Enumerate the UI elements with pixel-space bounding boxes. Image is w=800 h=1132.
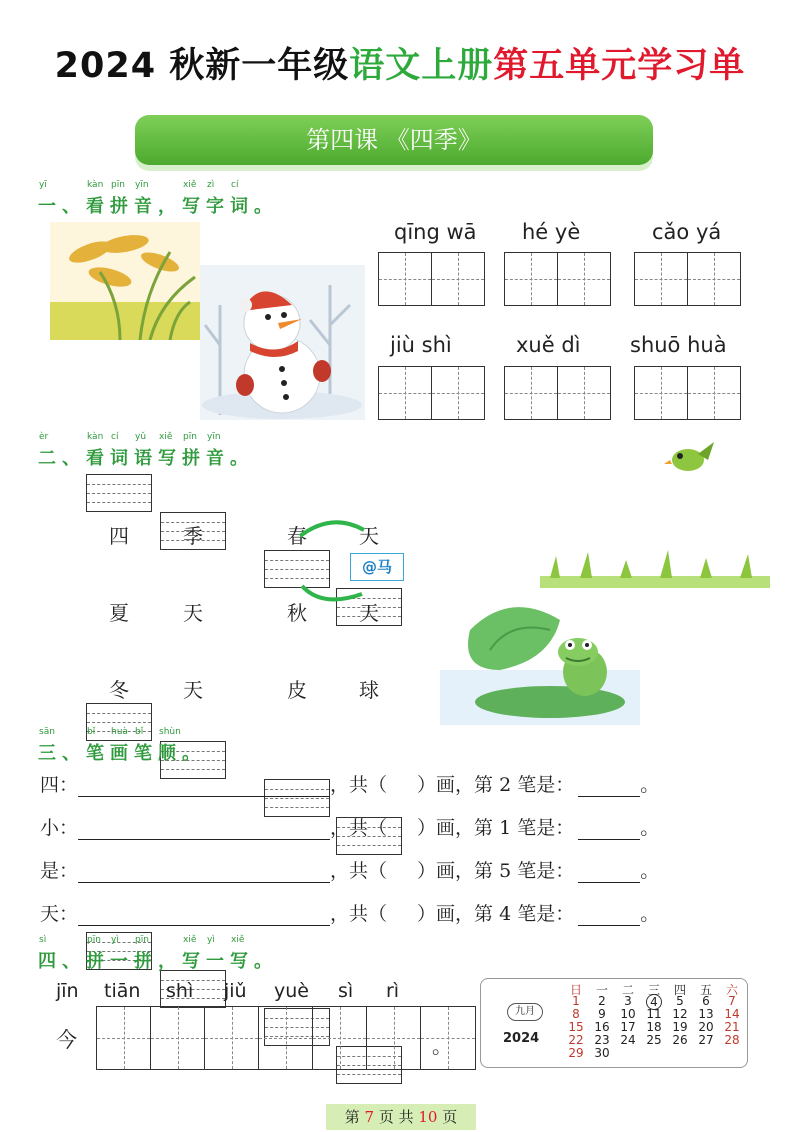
- count-prefix: ，共（: [330, 774, 388, 796]
- calendar-day: 2: [598, 994, 606, 1008]
- heading-pinyin: huà: [111, 727, 128, 737]
- heading-char: 。: [254, 196, 274, 217]
- hanzi-label: 秋: [287, 601, 307, 625]
- syllable: yuè: [274, 980, 309, 1002]
- row-end: 。: [640, 817, 660, 839]
- heading-pinyin: bǐ: [87, 727, 96, 737]
- heading-pinyin: pīn: [111, 180, 125, 190]
- syllable: jiǔ: [224, 980, 247, 1002]
- stroke-row: [40, 770, 659, 797]
- heading-char: 。: [230, 448, 250, 469]
- calendar-day: 1: [572, 994, 580, 1008]
- heading-char: 语: [134, 448, 154, 469]
- row-char: 天：: [40, 903, 79, 925]
- calendar-day: 3: [624, 994, 632, 1008]
- writing-grid[interactable]: [504, 366, 611, 420]
- row-char: 四：: [40, 774, 79, 796]
- heading-char: 词: [110, 448, 130, 469]
- stroke-order-blank[interactable]: [78, 905, 330, 926]
- heading-char: 字: [206, 196, 226, 217]
- footer-prefix: 第: [344, 1108, 360, 1126]
- heading-pinyin: shùn: [159, 727, 181, 737]
- heading-char: 。: [254, 951, 274, 972]
- calendar-day: 6: [702, 994, 710, 1008]
- heading-char: 笔: [86, 743, 106, 764]
- heading-char: 词: [230, 196, 250, 217]
- syllable: tiān: [104, 980, 141, 1002]
- row-char: 小：: [40, 817, 79, 839]
- heading-pinyin: sì: [39, 935, 47, 945]
- heading-pinyin: yì: [111, 935, 119, 945]
- calendar-day: 21: [724, 1020, 740, 1034]
- heading-char: 、: [62, 951, 82, 972]
- heading-char: 画: [110, 743, 130, 764]
- hanzi-label: 天: [359, 524, 379, 548]
- stroke-question: ）画，第 4 笔是：: [417, 903, 575, 925]
- calendar-weekday: 一: [595, 983, 608, 997]
- heading-pinyin: pīn: [135, 935, 149, 945]
- calendar-year: 2024: [503, 1031, 540, 1046]
- hanzi-label: 季: [183, 524, 203, 548]
- heading-char: 写: [158, 448, 178, 469]
- heading-pinyin: cí: [111, 432, 119, 442]
- heading-char: 拼: [110, 196, 130, 217]
- heading-pinyin: yīn: [135, 180, 149, 190]
- bird-illustration: [664, 440, 716, 476]
- heading-char: 、: [62, 743, 82, 764]
- calendar-day: 12: [672, 1007, 688, 1021]
- footer-mid: 页 共: [378, 1108, 414, 1126]
- heading-pinyin: xiě: [183, 935, 197, 945]
- calendar-day: 15: [568, 1020, 584, 1034]
- heading-char: 拼: [134, 951, 154, 972]
- calendar-weekday: 日: [569, 983, 582, 997]
- heading-char: ，: [158, 951, 178, 972]
- watermark-swoosh: [292, 516, 372, 606]
- heading-pinyin: èr: [39, 432, 49, 442]
- heading-char: 音: [206, 448, 226, 469]
- heading-pinyin: bǐ: [135, 727, 144, 737]
- calendar-weekday: 三: [647, 983, 660, 997]
- row-end: 。: [640, 774, 660, 796]
- heading-char: 拼: [182, 448, 202, 469]
- heading-char: 写: [182, 951, 202, 972]
- stroke-order-blank[interactable]: [78, 819, 330, 840]
- hanzi-label: 冬: [109, 678, 129, 702]
- calendar-day: 22: [568, 1033, 584, 1047]
- wheat-illustration: [50, 222, 200, 340]
- heading-char: 、: [62, 196, 82, 217]
- hanzi-label: 天: [359, 601, 379, 625]
- heading-pinyin: xiě: [183, 180, 197, 190]
- writing-grid[interactable]: [634, 366, 741, 420]
- grass-illustration: [540, 548, 770, 588]
- heading-char: 四: [38, 951, 58, 972]
- row-end: 。: [640, 860, 660, 882]
- heading-char: 音: [134, 196, 154, 217]
- calendar-day: 9: [598, 1007, 606, 1021]
- calendar-day: 8: [572, 1007, 580, 1021]
- heading-char: 、: [62, 448, 82, 469]
- heading-pinyin: yì: [207, 935, 215, 945]
- syllable: shì: [166, 980, 194, 1002]
- stroke-row: [40, 899, 659, 926]
- heading-pinyin: pīn: [183, 432, 197, 442]
- heading-pinyin: sān: [39, 727, 55, 737]
- calendar-day: 11: [646, 1007, 662, 1021]
- heading-char: 一: [206, 951, 226, 972]
- calendar-day: 19: [672, 1020, 688, 1034]
- heading-char: 二: [38, 448, 58, 469]
- calendar: [480, 978, 748, 1068]
- heading-pinyin: yīn: [207, 432, 221, 442]
- pinyin-label: hé yè: [522, 220, 581, 244]
- calendar-month-tag: 九月: [507, 1003, 543, 1021]
- calendar-day: 26: [672, 1033, 688, 1047]
- stroke-order-blank[interactable]: [78, 776, 330, 797]
- calendar-day: 18: [646, 1020, 662, 1034]
- count-prefix: ，共（: [330, 903, 388, 925]
- calendar-day: 28: [724, 1033, 740, 1047]
- calendar-day: 14: [724, 1007, 740, 1021]
- hanzi-label: 皮: [287, 678, 307, 702]
- pinyin-label: shuō huà: [630, 333, 727, 357]
- footer-suffix: 页: [442, 1108, 458, 1126]
- stroke-row: [40, 813, 659, 840]
- pinyin-label: cǎo yá: [652, 220, 722, 244]
- heading-pinyin: yī: [39, 180, 47, 190]
- current-page: 7: [364, 1108, 375, 1126]
- stroke-row: [40, 856, 659, 883]
- syllable: jīn: [56, 980, 79, 1002]
- count-prefix: ，共（: [330, 860, 388, 882]
- pinyin-label: jiù shì: [390, 333, 452, 357]
- stroke-answer-blank[interactable]: [578, 905, 640, 926]
- hanzi-label: 四: [109, 524, 129, 548]
- heading-char: 看: [86, 196, 106, 217]
- writing-grid[interactable]: [504, 252, 611, 306]
- heading-char: 拼: [86, 951, 106, 972]
- calendar-weekday: 四: [673, 983, 686, 997]
- calendar-day: 20: [698, 1020, 714, 1034]
- title-part-subject: 语文上册: [349, 46, 494, 86]
- heading-char: 看: [86, 448, 106, 469]
- calendar-day: 17: [620, 1020, 636, 1034]
- heading-char: 。: [182, 743, 202, 764]
- calendar-day: 27: [698, 1033, 714, 1047]
- writing-grid[interactable]: [634, 252, 741, 306]
- heading-pinyin: kàn: [87, 432, 104, 442]
- heading-char: 写: [230, 951, 250, 972]
- end-period: 。: [432, 1034, 452, 1058]
- title-part-unit: 第五单元学习单: [493, 46, 746, 86]
- heading-pinyin: xiě: [159, 432, 173, 442]
- writing-grid[interactable]: [378, 366, 485, 420]
- given-char: 今: [56, 1028, 77, 1052]
- hanzi-label: 天: [183, 601, 203, 625]
- total-pages: 10: [418, 1108, 438, 1126]
- count-prefix: ，共（: [330, 817, 388, 839]
- hanzi-label: 天: [183, 678, 203, 702]
- calendar-day: 13: [698, 1007, 714, 1021]
- heading-char: 三: [38, 743, 58, 764]
- snowman-illustration: [200, 265, 365, 420]
- calendar-day: 5: [676, 994, 684, 1008]
- heading-pinyin: yǔ: [135, 432, 147, 442]
- heading-pinyin: cí: [231, 180, 239, 190]
- frog-lotus-illustration: [440, 590, 640, 725]
- stroke-question: ）画，第 2 笔是：: [417, 774, 575, 796]
- heading-char: 一: [38, 196, 58, 217]
- calendar-day: 30: [594, 1046, 610, 1060]
- heading-char: ，: [158, 196, 178, 217]
- pinyin-label: xuě dì: [516, 333, 581, 357]
- heading-pinyin: zì: [207, 180, 215, 190]
- stroke-question: ）画，第 5 笔是：: [417, 860, 575, 882]
- calendar-day: 29: [568, 1046, 584, 1060]
- lesson-banner: 第四课 《四季》: [135, 115, 653, 165]
- calendar-day: 4: [646, 994, 662, 1010]
- heading-char: 顺: [158, 743, 178, 764]
- calendar-day: 23: [594, 1033, 610, 1047]
- syllable: sì: [338, 980, 354, 1002]
- calendar-day: 7: [728, 994, 736, 1008]
- calendar-day: 24: [620, 1033, 636, 1047]
- heading-pinyin: pīn: [87, 935, 101, 945]
- hanzi-label: 球: [359, 678, 379, 702]
- calendar-day: 16: [594, 1020, 610, 1034]
- page-footer: [326, 1104, 476, 1130]
- calendar-day: 10: [620, 1007, 636, 1021]
- row-end: 。: [640, 903, 660, 925]
- row-char: 是：: [40, 860, 79, 882]
- calendar-weekday: 六: [725, 983, 738, 997]
- calendar-day: 25: [646, 1033, 662, 1047]
- hanzi-label: 夏: [109, 601, 129, 625]
- calendar-weekday: 二: [621, 983, 634, 997]
- heading-pinyin: kàn: [87, 180, 104, 190]
- stroke-answer-blank[interactable]: [578, 862, 640, 883]
- title-part-year: 2024 秋新一年级: [54, 46, 350, 86]
- heading-pinyin: xiě: [231, 935, 245, 945]
- calendar-weekday: 五: [699, 983, 712, 997]
- stroke-answer-blank[interactable]: [578, 819, 640, 840]
- stroke-answer-blank[interactable]: [578, 776, 640, 797]
- pinyin-label: qīng wā: [394, 220, 477, 244]
- page-title: [0, 38, 800, 88]
- watermark-badge: @马: [350, 553, 404, 581]
- sentence-write-grid[interactable]: [96, 1006, 476, 1070]
- syllable: rì: [386, 980, 400, 1002]
- heading-char: 笔: [134, 743, 154, 764]
- stroke-order-blank[interactable]: [78, 862, 330, 883]
- heading-char: 一: [110, 951, 130, 972]
- pinyin-box[interactable]: [86, 474, 152, 512]
- hanzi-label: 春: [287, 524, 307, 548]
- heading-char: 写: [182, 196, 202, 217]
- stroke-question: ）画，第 1 笔是：: [417, 817, 575, 839]
- writing-grid[interactable]: [378, 252, 485, 306]
